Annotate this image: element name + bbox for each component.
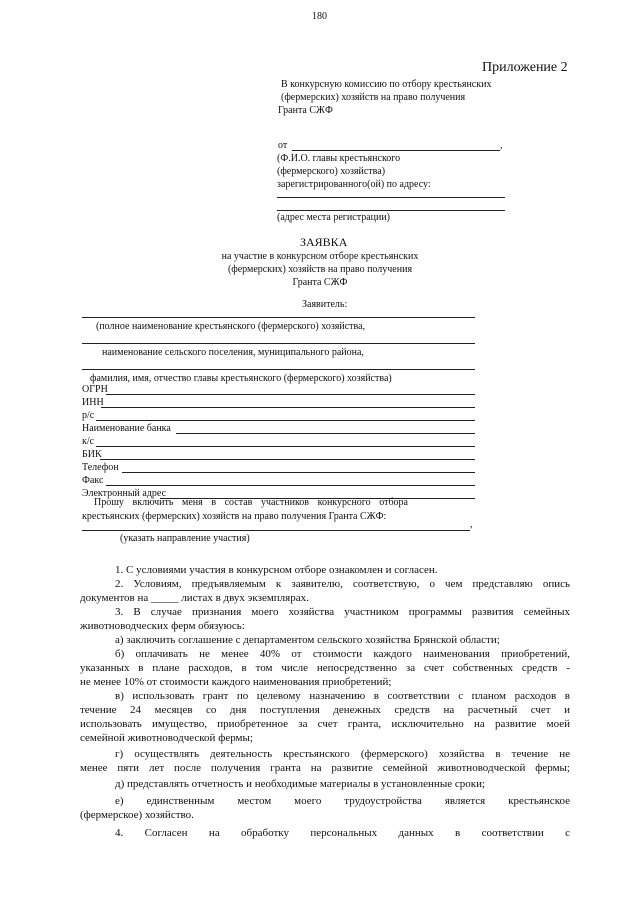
req-bik-label: БИК: [82, 449, 102, 460]
addressee-line-3: Гранта СЖФ: [278, 105, 333, 116]
req-bank-label: Наименование банка: [82, 423, 171, 434]
body-sub-v-cont-2: использовать имущество, приобретенное за счет гранта, исключительно на развитие моей: [80, 718, 570, 730]
direction-line: [82, 530, 470, 531]
req-rs-line: [96, 420, 475, 421]
body-item-3-cont: животноводческих ферм обязуюсь:: [80, 620, 245, 632]
body-sub-v-cont-1: течение 24 месяцев со дня поступления денежных средств на расчетный счет и: [80, 704, 570, 716]
body-sub-b: б) оплачивать не менее 40% от стоимости каждого наименования приобретений,: [115, 648, 570, 660]
req-ks-line: [96, 446, 475, 447]
applicant-line-1: [82, 317, 475, 318]
body-sub-e-cont: (фермерское) хозяйство.: [80, 809, 194, 821]
page-number: 180: [312, 11, 327, 22]
registered-label: зарегистрированного(ой) по адресу:: [277, 179, 431, 190]
applicant-hint-3: фамилия, имя, отчество главы крестьянского (фермерского) хозяйства): [90, 373, 392, 384]
body-item-3: 3. В случае признания моего хозяйства участником программы развития семейных: [115, 606, 570, 618]
req-bik-line: [100, 459, 475, 460]
req-inn-line: [101, 407, 475, 408]
req-rs-label: р/с: [82, 410, 95, 421]
addressee-line-1: В конкурсную комиссию по отбору крестьянских: [281, 79, 492, 90]
req-inn-label: ИНН: [82, 397, 104, 408]
req-ogrn-label: ОГРН: [82, 384, 108, 395]
req-phone-label: Телефон: [82, 462, 119, 473]
body-sub-b-cont-2: не менее 10% от стоимости каждого наименования приобретений;: [80, 676, 392, 688]
req-ogrn-line: [106, 394, 475, 395]
request-comma: ,: [470, 519, 473, 530]
heading-line-1: на участие в конкурсном отборе крестьянских: [221, 251, 419, 262]
address-line-1: [277, 197, 505, 198]
req-phone-line: [122, 472, 475, 473]
req-fax-line: [106, 485, 475, 486]
document-heading: ЗАЯВКА: [300, 235, 348, 249]
req-fax-label: Факс: [82, 475, 104, 486]
body-sub-b-cont-1: указанных в плане расходов, в том числе непосредственно за счет собственных средств -: [80, 662, 570, 674]
body-item-2-cont: документов на _____ листах в двух экземплярах.: [80, 592, 309, 604]
body-item-1: 1. С условиями участия в конкурсном отборе ознакомлен и согласен.: [115, 564, 438, 576]
fio-line: [292, 150, 500, 151]
heading-line-3: Гранта СЖФ: [292, 277, 348, 288]
applicant-line-2: [82, 343, 475, 344]
from-comma: ,: [500, 140, 503, 151]
body-sub-d: д) представлять отчетность и необходимые материалы в установленные сроки;: [115, 778, 486, 790]
body-sub-v-cont-3: семейной животноводческой фермы;: [80, 732, 253, 744]
body-sub-g-cont: менее пяти лет после получения гранта на развитие семейной животноводческой фермы;: [80, 762, 570, 774]
applicant-hint-1: (полное наименование крестьянского (фермерского) хозяйства,: [96, 321, 366, 332]
applicant-hint-2: наименование сельского поселения, муниципального района,: [102, 347, 364, 358]
applicant-label: Заявитель:: [302, 299, 348, 310]
body-sub-v: в) использовать грант по целевому назначению в соответствии с планом расходов в: [115, 690, 570, 702]
body-sub-g: г) осуществлять деятельность крестьянского (фермерского) хозяйства в течение не: [115, 748, 570, 760]
address-hint: (адрес места регистрации): [277, 212, 391, 223]
from-label: от: [278, 140, 288, 151]
req-ks-label: к/с: [82, 436, 95, 447]
req-email-label: Электронный адрес: [82, 488, 167, 499]
fio-hint-1: (Ф.И.О. главы крестьянского: [277, 153, 401, 164]
request-line-2: крестьянских (фермерских) хозяйств на право получения Гранта СЖФ:: [82, 511, 387, 522]
body-sub-e: е) единственным местом моего трудоустройства является крестьянское: [115, 795, 570, 807]
request-line-1: Прошу включить меня в состав участников конкурсного отбора: [94, 497, 408, 508]
appendix-label: Приложение 2: [482, 60, 568, 75]
direction-hint: (указать направление участия): [120, 533, 250, 544]
body-item-2: 2. Условиям, предъявляемым к заявителю, соответствую, о чем представляю опись: [115, 578, 570, 590]
body-sub-a: а) заключить соглашение с департаментом сельского хозяйства Брянской области;: [115, 634, 500, 646]
applicant-line-3: [82, 369, 475, 370]
body-item-4: 4. Согласен на обработку персональных данных в соответствии с: [115, 827, 570, 839]
addressee-line-2: (фермерских) хозяйств на право получения: [281, 92, 466, 103]
fio-hint-2: (фермерского) хозяйства): [277, 166, 386, 177]
req-bank-line: [176, 433, 475, 434]
heading-line-2: (фермерских) хозяйств на право получения: [227, 264, 413, 275]
